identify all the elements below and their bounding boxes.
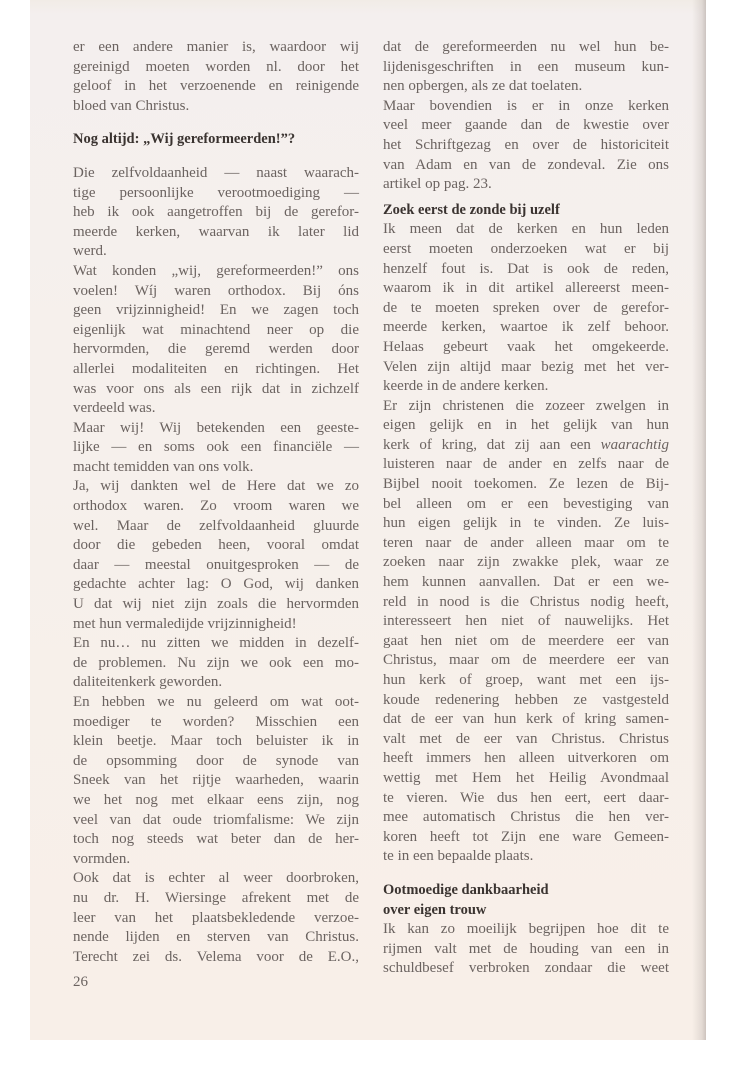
- text-line: lijke — en soms ook een financiële —: [73, 439, 359, 456]
- text-line: meerde kerken, waartoe ik zelf behoor.: [383, 319, 669, 336]
- text-line: orthodox waren. Zo vroom waren we: [73, 498, 359, 515]
- text-line: heeft immers hen alleen uitverkoren om: [383, 750, 669, 767]
- text-line: Ook dat is echter al weer doorbroken,: [73, 870, 359, 887]
- text-line: van Adam en van de zondeval. Zie ons: [383, 156, 669, 173]
- text-line: met hun vermaledijde vrijzinnigheid!: [73, 615, 297, 632]
- text-line: luisteren naar de ander en zelfs naar de: [383, 456, 669, 473]
- text-line: artikel op pag. 23.: [383, 176, 492, 193]
- text-line: valt met de eer van Christus. Christus: [383, 730, 669, 747]
- text-line: meerde kerken, waarvan ik later lid: [73, 223, 359, 240]
- text-line: veel meer gaande dan de kwestie over: [383, 117, 669, 134]
- text-line: Maar bovendien is er in onze kerken: [383, 97, 669, 114]
- text-line: Velen zijn altijd maar bezig met het ver-: [383, 358, 669, 375]
- text-line: Die zelfvoldaanheid — naast waarach-: [73, 164, 359, 181]
- text-line: zoeken naar zijn zwakke plek, waar ze: [383, 554, 669, 571]
- text-line: daliteitenkerk geworden.: [73, 674, 223, 691]
- text-line: toch nog steeds wat beter dan de her-: [73, 831, 359, 848]
- text-line: de opsomming door de synode van: [73, 752, 359, 769]
- text-line: was voor ons als een rijk dat in zichzelf: [73, 380, 359, 397]
- text-line: eigen gelijk en in het gelijk van hun: [383, 417, 669, 434]
- text-line-segment: kerk of kring, dat zij aan een: [383, 436, 601, 453]
- text-line: dat de eer van hun kerk of kring samen-: [383, 711, 669, 728]
- paragraph-gap: [73, 116, 359, 130]
- text-line: bloed van Christus.: [73, 97, 190, 114]
- text-line: lijdenisgeschriften in een museum kun-: [383, 58, 669, 75]
- text-line: Er zijn christenen die zozeer zwelgen in: [383, 397, 669, 414]
- text-line: dat de gereformeerden nu wel hun be-: [383, 39, 669, 55]
- text-line: nen opbergen, als ze dat toelaten.: [383, 78, 583, 95]
- text-line: allerlei modaliteiten en richtingen. Het: [73, 360, 359, 377]
- text-line: wettig met Hem het Heilig Avondmaal: [383, 769, 669, 786]
- document-page: [30, 0, 706, 1040]
- text-line: Ja, wij dankten wel de Here dat we zo: [73, 478, 359, 495]
- text-line: Christus, maar om de meerdere eer van: [383, 652, 669, 669]
- text-line: Bijbel nooit toekomen. Ze lezen de Bij-: [383, 476, 669, 493]
- text-line: de te moeten spreken over de gerefor-: [383, 299, 669, 316]
- text-line: werd.: [73, 243, 107, 260]
- text-line: En nu… nu zitten we midden in dezelf-: [73, 635, 359, 652]
- text-line: gereinigd moeten worden nl. door het: [73, 58, 359, 75]
- text-line: er een andere manier is, waardoor wij: [73, 39, 359, 55]
- text-line: nu dr. H. Wiersinge afrekent met de: [73, 889, 359, 906]
- text-line: koren heeft tot Zijn ene ware Gemeen-: [383, 828, 669, 845]
- left-column: [73, 38, 359, 993]
- text-line: daar — meestal onuitgesproken — de: [73, 556, 359, 573]
- section-heading: over eigen trouw: [383, 901, 487, 918]
- text-line: we het nog met elkaar eens zijn, nog: [73, 791, 359, 808]
- text-line: Terecht zei ds. Velema voor de E.O.,: [73, 948, 359, 965]
- text-line: geloof in het verzoenende en reinigende: [73, 78, 359, 95]
- paragraph-gap: [73, 150, 359, 164]
- text-line: eerst moeten onderzoeken wat er bij: [383, 240, 669, 257]
- right-column: [383, 38, 669, 979]
- text-line: reld in nood is die Christus nodig heeft,: [383, 593, 669, 610]
- text-line: hun kerk of groep, want met een ijs-: [383, 672, 669, 688]
- text-line: En hebben we nu geleerd om wat oot-: [73, 694, 359, 710]
- text-line: Sneek van het rijtje waarheden, waarin: [73, 772, 359, 789]
- text-line: te vieren. Wie dus hen eert, eert daar-: [383, 789, 669, 806]
- text-line: veel van dat oude triomfalisme: We zijn: [73, 811, 359, 828]
- text-line: U dat wij niet zijn zoals die hervormden: [73, 596, 359, 613]
- text-line: rijmen valt met de houding van een in: [383, 940, 669, 957]
- text-line: Ik kan zo moeilijk begrijpen hoe dit te: [383, 921, 669, 938]
- text-line: henzelf fout is. Dat is ook de reden,: [383, 260, 669, 277]
- text-line: gaat hen niet om de meerdere eer van: [383, 632, 669, 649]
- text-line: hervormden, die geremd werden door: [73, 341, 359, 358]
- text-line: keerde in de andere kerken.: [383, 378, 549, 395]
- text-line: hem kunnen aanvallen. Dat er een we-: [383, 574, 669, 591]
- text-line: Wat konden „wij, gereformeerden!” ons: [73, 262, 359, 279]
- text-line: wel. Maar de zelfvoldaanheid gluurde: [73, 517, 359, 534]
- text-line: leer van het plaatsbekledende verzoe-: [73, 909, 359, 926]
- page-top-edge: [30, 0, 706, 14]
- text-line: Ik meen dat de kerken en hun leden: [383, 221, 669, 238]
- text-line: interesseert hen niet of nauwelijks. Het: [383, 613, 669, 630]
- text-line: [383, 436, 669, 456]
- text-line: Helaas gebeurt vaak het omgekeerde.: [383, 338, 669, 355]
- section-heading: Nog altijd: „Wij gereformeerden!”?: [73, 131, 296, 148]
- text-line: verdeeld was.: [73, 400, 156, 417]
- text-line: koude redenering hebben ze vastgesteld: [383, 691, 669, 708]
- italic-emphasis: waarachtig: [600, 436, 669, 453]
- text-line: tige persoonlijke verootmoediging —: [73, 184, 359, 201]
- text-line: mee automatisch Christus die hen ver-: [383, 809, 669, 826]
- text-line: schuldbesef verbroken zondaar die weet: [383, 960, 669, 977]
- text-line: gedachte achter lag: O God, wij danken: [73, 576, 359, 593]
- text-line: de problemen. Nu zijn we ook een mo-: [73, 654, 359, 671]
- paragraph-gap: [383, 867, 669, 881]
- text-line: geen vrijzinnigheid! En we zagen toch: [73, 302, 359, 319]
- text-line: waarom ik in dit artikel allereerst meen-: [383, 280, 669, 297]
- text-line: voelen! Wíj waren orthodox. Bij óns: [73, 282, 359, 299]
- text-line: heb ik ook aangetroffen bij de gerefor-: [73, 204, 359, 221]
- text-line: te in een bepaalde plaats.: [383, 848, 534, 865]
- text-line: nende lijden en sterven van Christus.: [73, 929, 359, 946]
- text-line: moediger te worden? Misschien een: [73, 713, 359, 730]
- text-line: hun eigen gelijk in te vinden. Ze luis-: [383, 515, 669, 532]
- text-line: bel alleen om er een bevestiging van: [383, 495, 669, 512]
- text-line: macht temidden van ons volk.: [73, 458, 254, 475]
- section-heading: Zoek eerst de zonde bij uzelf: [383, 201, 560, 218]
- text-line: eigenlijk wat minachtend neer op die: [73, 321, 359, 338]
- text-line: klein beetje. Maar toch beluister ik in: [73, 733, 359, 750]
- text-line: door die gebeden heen, vooral omdat: [73, 537, 359, 554]
- text-line: Maar wij! Wij betekenden een geeste-: [73, 419, 359, 436]
- page-number: 26: [73, 974, 88, 991]
- section-heading: Ootmoedige dankbaarheid: [383, 881, 549, 898]
- text-line: vormden.: [73, 850, 131, 867]
- text-line: teren naar de ander alleen maar om te: [383, 534, 669, 551]
- text-line: het Schriftgezag en over de historiciteit: [383, 136, 669, 153]
